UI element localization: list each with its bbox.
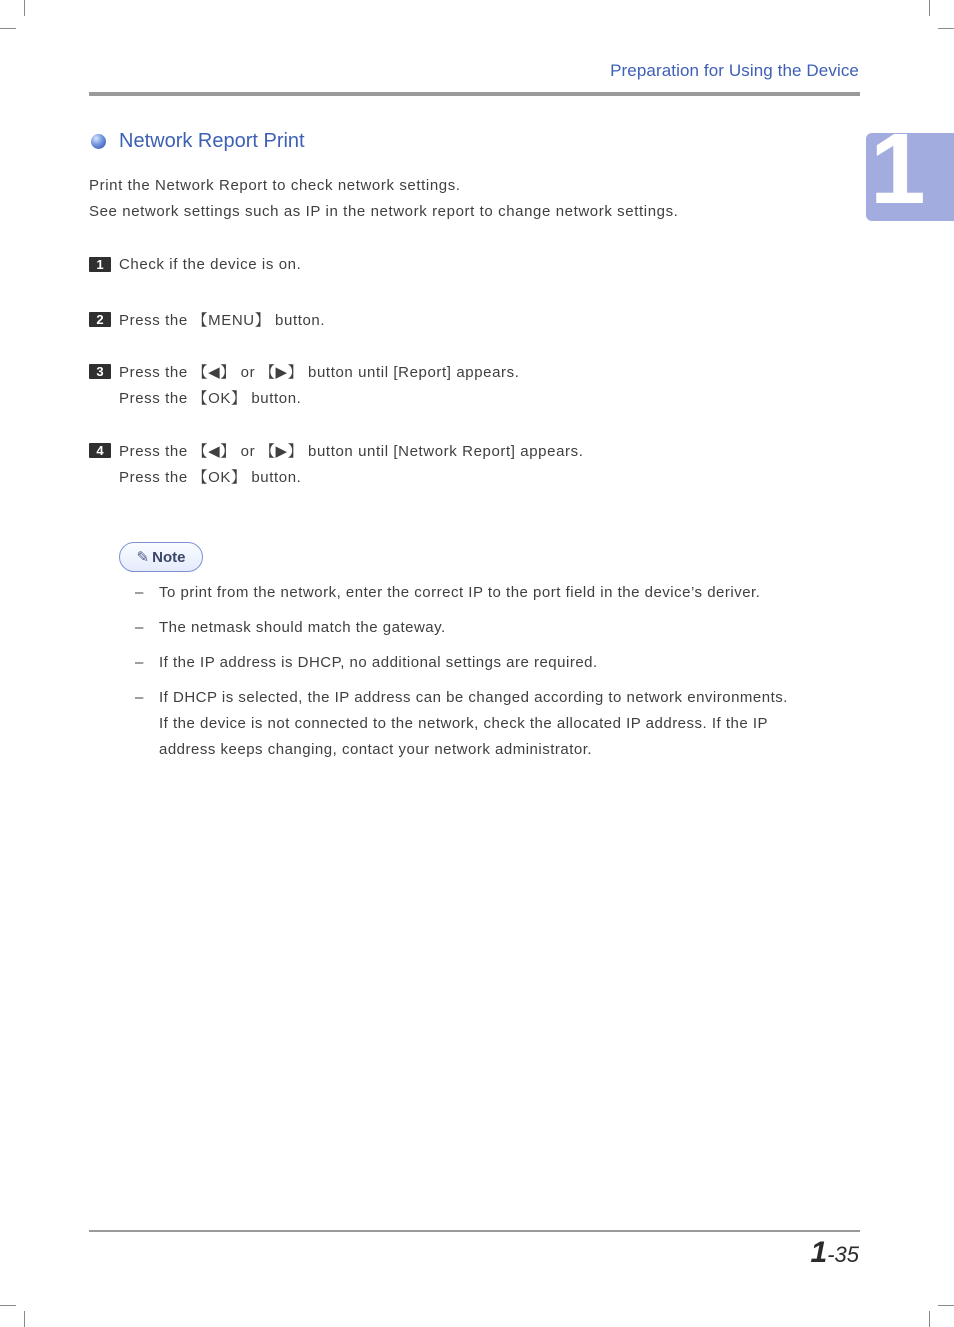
crop-mark bbox=[938, 1305, 954, 1306]
step-2 bbox=[89, 309, 325, 330]
dash-marker: – bbox=[135, 689, 144, 706]
note-item bbox=[135, 619, 446, 636]
step-text: Press the 【◀】 or 【▶】 button until [Network Report] appears. bbox=[119, 443, 584, 460]
step-text: Press the 【MENU】 button. bbox=[119, 312, 326, 329]
step-number: 1 bbox=[89, 257, 111, 272]
page-number bbox=[811, 1236, 859, 1270]
step-number: 2 bbox=[89, 312, 111, 327]
crop-mark bbox=[24, 1311, 25, 1327]
header-rule bbox=[89, 92, 860, 96]
dash-marker: – bbox=[135, 654, 144, 671]
step-text-continued: Press the 【OK】 button. bbox=[119, 390, 302, 407]
note-text-continued: If the device is not connected to the network, check the allocated IP address. If the IP bbox=[159, 715, 769, 732]
note-item bbox=[135, 584, 760, 601]
intro-line: See network settings such as IP in the network report to change network settings. bbox=[89, 203, 679, 220]
step-3 bbox=[89, 361, 520, 382]
dash-marker: – bbox=[135, 619, 144, 636]
step-4 bbox=[89, 440, 583, 461]
note-label: Note bbox=[152, 548, 186, 566]
page-index: -35 bbox=[827, 1242, 859, 1267]
section-title: Network Report Print bbox=[119, 130, 305, 152]
page-chapter: 1 bbox=[810, 1236, 828, 1269]
crop-mark bbox=[938, 28, 954, 29]
note-text: If DHCP is selected, the IP address can be changed according to network environments. bbox=[159, 689, 788, 706]
step-1 bbox=[89, 256, 301, 273]
note-text-continued: address keeps changing, contact your network administrator. bbox=[159, 741, 593, 758]
footer-rule bbox=[89, 1230, 860, 1232]
bullet-icon bbox=[91, 134, 106, 149]
note-text: The netmask should match the gateway. bbox=[159, 619, 446, 636]
note-text: To print from the network, enter the correct IP to the port field in the device’s deriver. bbox=[159, 584, 761, 601]
note-text: If the IP address is DHCP, no additional settings are required. bbox=[159, 654, 598, 671]
crop-mark bbox=[929, 0, 930, 16]
note-item bbox=[135, 689, 788, 706]
step-number: 4 bbox=[89, 443, 111, 458]
section-heading bbox=[91, 130, 305, 153]
note-badge bbox=[119, 542, 203, 572]
intro-line: Print the Network Report to check network settings. bbox=[89, 177, 461, 194]
crop-mark bbox=[0, 28, 16, 29]
step-text: Check if the device is on. bbox=[119, 256, 302, 273]
step-text-continued: Press the 【OK】 button. bbox=[119, 469, 302, 486]
pencil-icon: ✎ bbox=[136, 549, 150, 566]
chapter-tab bbox=[866, 133, 954, 221]
chapter-tab-number: 1 bbox=[870, 133, 926, 221]
crop-mark bbox=[929, 1311, 930, 1327]
step-number: 3 bbox=[89, 364, 111, 379]
dash-marker: – bbox=[135, 584, 144, 601]
note-item bbox=[135, 654, 598, 671]
step-text: Press the 【◀】 or 【▶】 button until [Report] appears. bbox=[119, 364, 520, 381]
crop-mark bbox=[0, 1305, 16, 1306]
crop-mark bbox=[24, 0, 25, 16]
running-header: Preparation for Using the Device bbox=[610, 61, 859, 80]
